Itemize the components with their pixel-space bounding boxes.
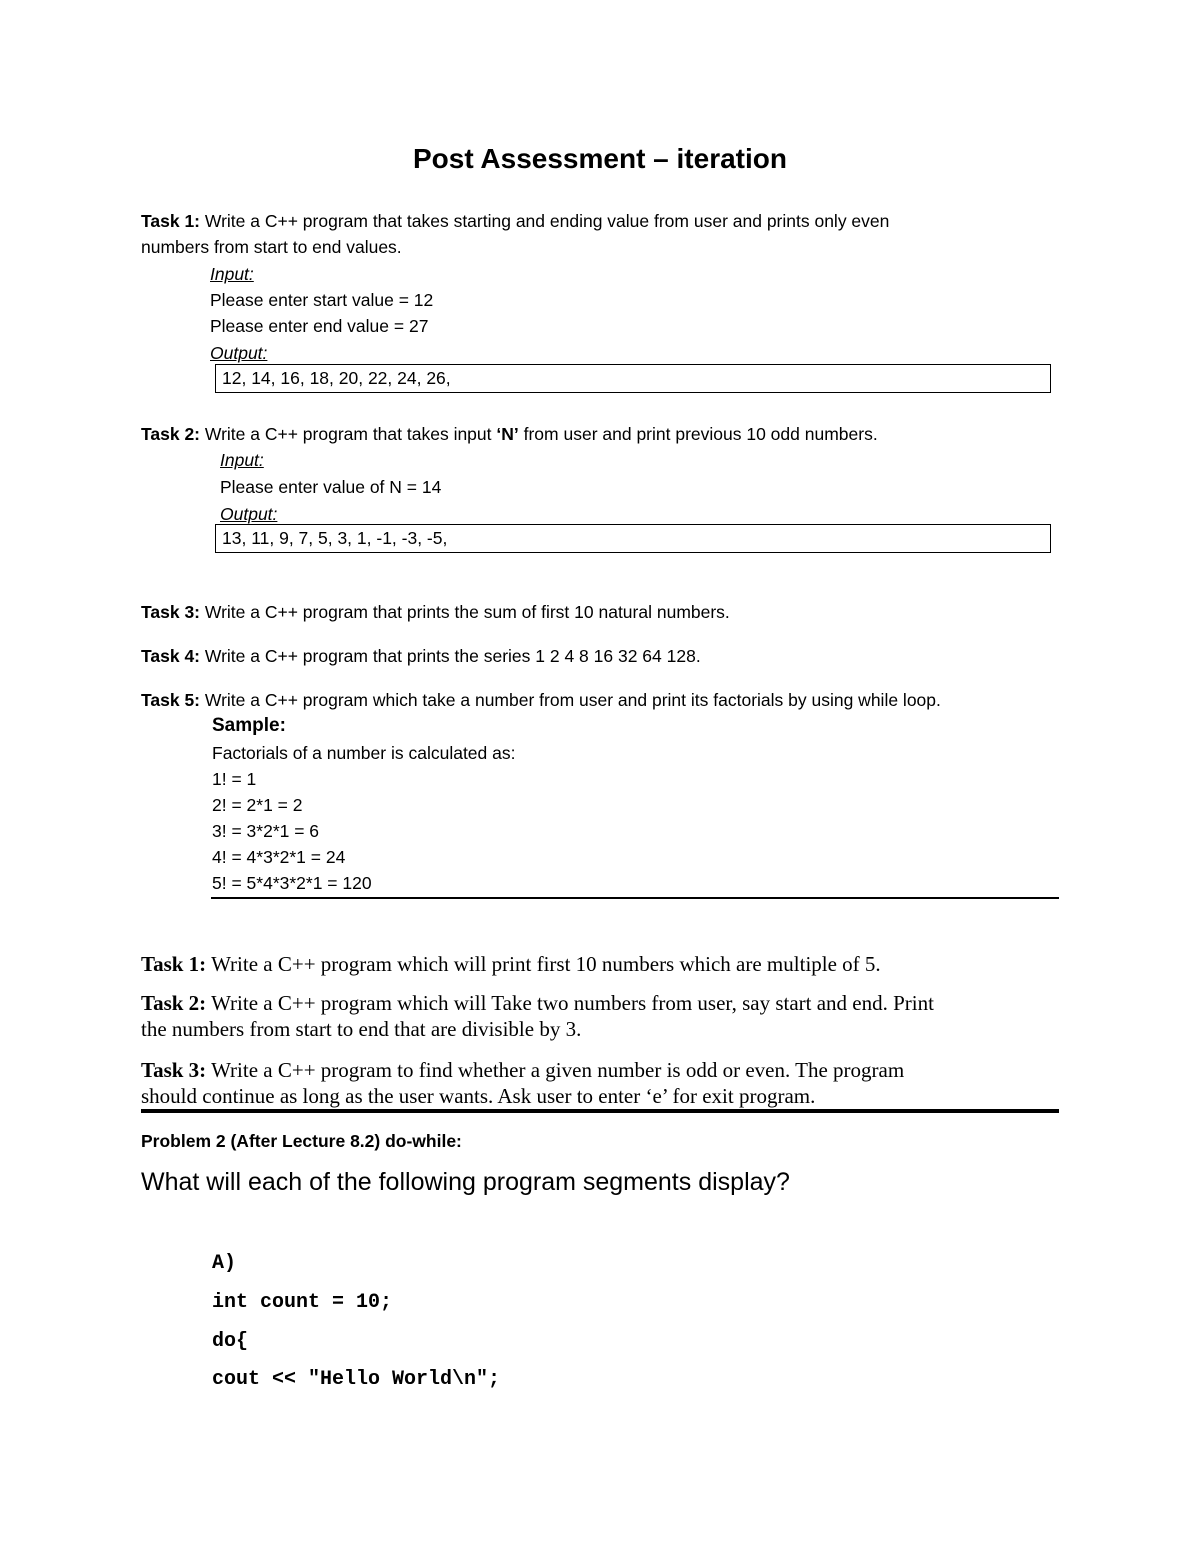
task4-line: [141, 643, 701, 669]
problem2-question: What will each of the following program segments display?: [141, 1168, 790, 1196]
task2-text-b: from user and print previous 10 odd numbers.: [518, 424, 878, 444]
task1-input-line: Please enter start value = 12: [210, 290, 434, 310]
task1-text-line1: Write a C++ program that takes starting and ending value from user and prints only even: [204, 211, 890, 231]
task1-line1: [141, 208, 889, 234]
task1-output-label: Output:: [210, 343, 268, 363]
page-title: Post Assessment – iteration: [413, 143, 787, 174]
section-divider: [211, 897, 1059, 899]
task5-text: Write a C++ program which take a number from user and print its factorials by using while loop.: [204, 690, 941, 710]
p2-task1-label: Task 1:: [141, 952, 207, 976]
task3-label: Task 3:: [141, 602, 201, 622]
p2-task2-text-line2: the numbers from start to end that are divisible by 3.: [141, 1017, 582, 1041]
task2-output-box: 13, 11, 9, 7, 5, 3, 1, -1, -3, -5,: [215, 524, 1051, 553]
p2-task3-text-line1: Write a C++ program to find whether a given number is odd or even. The program: [211, 1058, 905, 1082]
task2-label: Task 2:: [141, 424, 201, 444]
task4-label: Task 4:: [141, 646, 201, 666]
p2-task1-text: Write a C++ program which will print first 10 numbers which are multiple of 5.: [211, 952, 881, 976]
task1-label: Task 1:: [141, 211, 201, 231]
task1-output-box: 12, 14, 16, 18, 20, 22, 24, 26,: [215, 364, 1051, 393]
task5-sample-line: Factorials of a number is calculated as:: [212, 743, 516, 763]
task5-sample-line: 4! = 4*3*2*1 = 24: [212, 847, 346, 867]
task5-sample-line: 3! = 3*2*1 = 6: [212, 821, 320, 841]
code-line: int count = 10;: [212, 1291, 393, 1314]
p2-task3-text-line2: should continue as long as the user wants. Ask user to enter ‘e’ for exit program.: [141, 1084, 816, 1108]
p2-task3-label: Task 3:: [141, 1058, 207, 1082]
p2-task3-line1: [141, 1057, 904, 1083]
task4-text: Write a C++ program that prints the series 1 2 4 8 16 32 64 128.: [204, 646, 701, 666]
code-line: A): [212, 1252, 237, 1275]
p2-task2-label: Task 2:: [141, 991, 207, 1015]
section-divider-thick: [141, 1109, 1059, 1113]
task5-sample-line: 5! = 5*4*3*2*1 = 120: [212, 873, 372, 893]
task5-sample-line: 1! = 1: [212, 769, 257, 789]
task1-text-line2: numbers from start to end values.: [141, 237, 402, 257]
task3-text: Write a C++ program that prints the sum of first 10 natural numbers.: [204, 602, 730, 622]
task2-output-label: Output:: [220, 504, 278, 524]
p2-task2-text-line1: Write a C++ program which will Take two numbers from user, say start and end. Print: [211, 991, 934, 1015]
task2-line: [141, 421, 878, 447]
task2-text-a: Write a C++ program that takes input: [204, 424, 497, 444]
problem2-heading: Problem 2 (After Lecture 8.2) do-while:: [141, 1131, 462, 1151]
code-line: do{: [212, 1330, 249, 1353]
p2-task2-line1: [141, 990, 934, 1016]
task2-input-label: Input:: [220, 450, 264, 470]
task1-input-label: Input:: [210, 264, 254, 284]
task1-input-line: Please enter end value = 27: [210, 316, 429, 336]
task5-line: [141, 687, 941, 713]
task2-text-n: ‘N’: [496, 424, 519, 444]
task3-line: [141, 599, 730, 625]
task5-sample-line: 2! = 2*1 = 2: [212, 795, 303, 815]
task5-sample-label: Sample:: [212, 715, 286, 736]
p2-task1-line: [141, 951, 881, 977]
task5-label: Task 5:: [141, 690, 201, 710]
task2-input-line: Please enter value of N = 14: [220, 477, 442, 497]
code-line: cout << "Hello World\n";: [212, 1368, 501, 1391]
